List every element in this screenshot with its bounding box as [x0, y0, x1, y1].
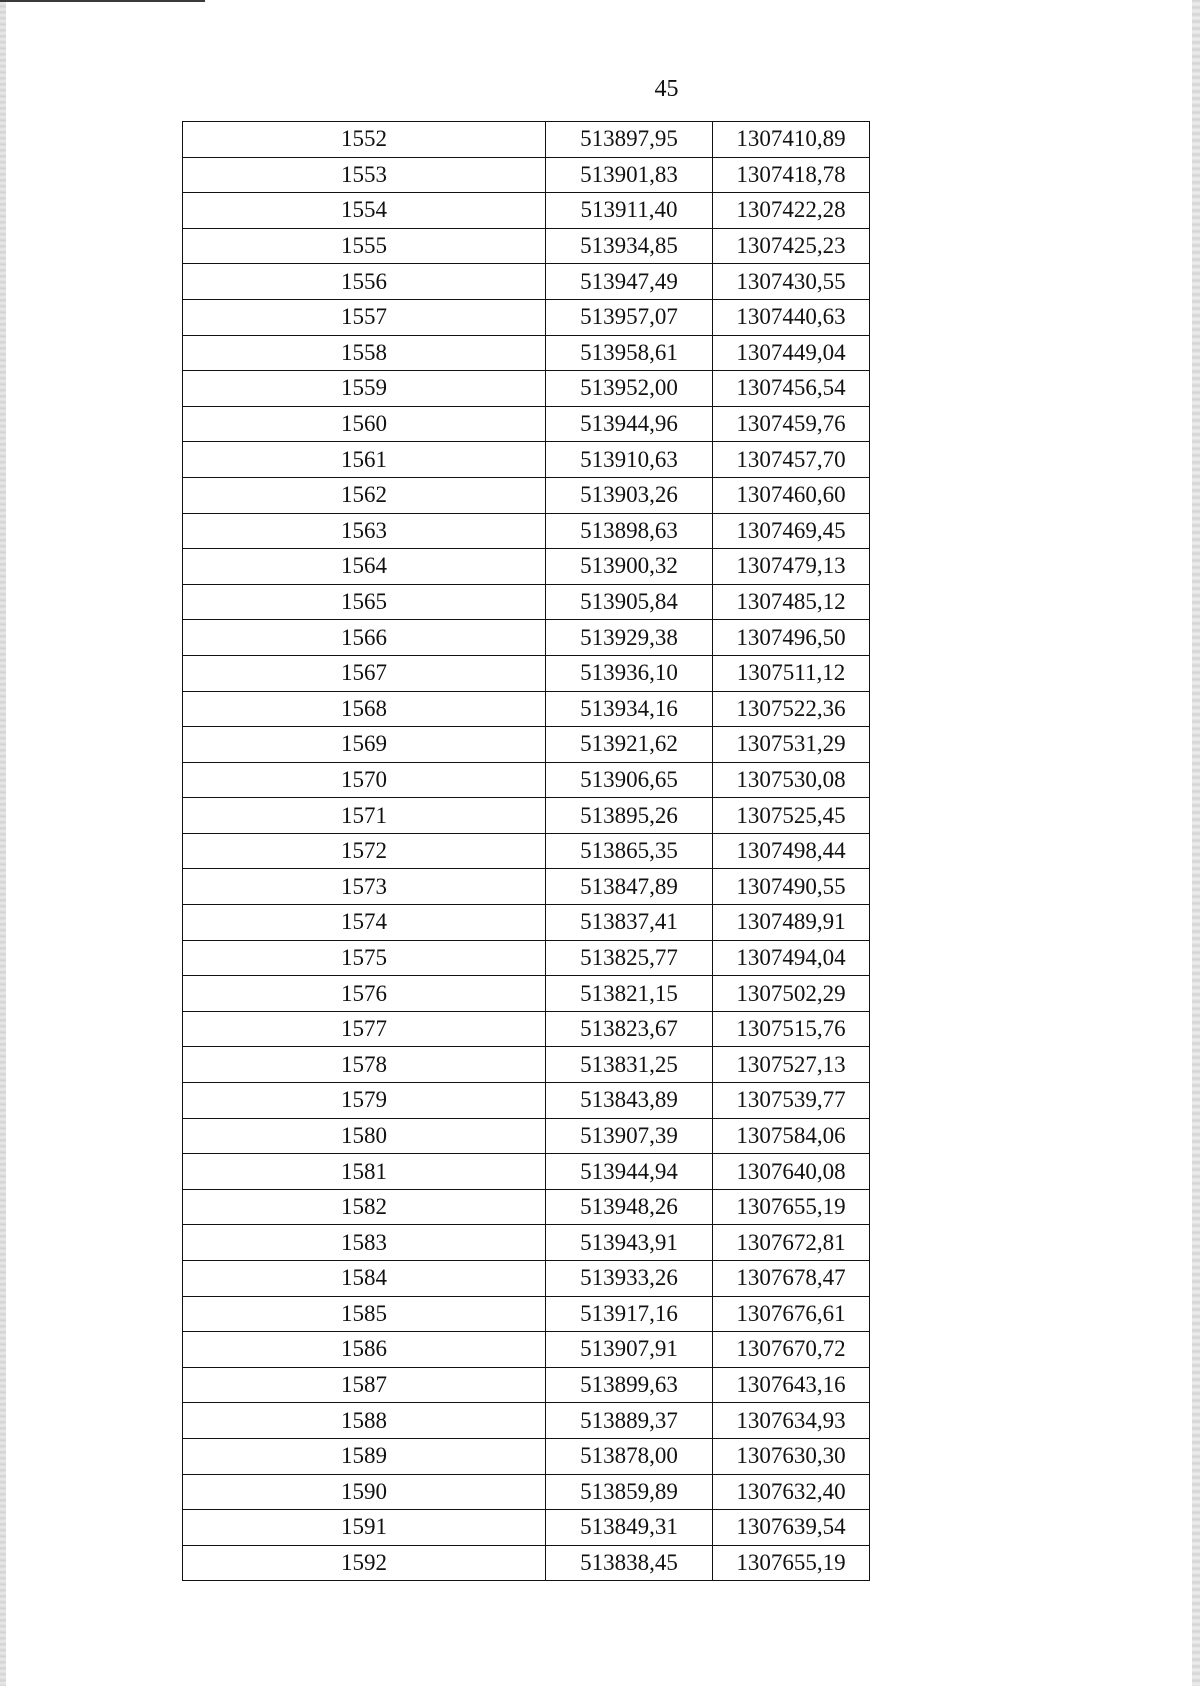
- point-number-cell: 1562: [183, 477, 546, 513]
- x-coordinate-cell: 513859,89: [546, 1474, 713, 1510]
- y-coordinate-cell: 1307515,76: [713, 1011, 870, 1047]
- y-coordinate-cell: 1307670,72: [713, 1332, 870, 1368]
- point-number-cell: 1575: [183, 940, 546, 976]
- x-coordinate-cell: 513910,63: [546, 442, 713, 478]
- table-row: [183, 549, 870, 585]
- point-number-cell: 1577: [183, 1011, 546, 1047]
- x-coordinate-cell: 513958,61: [546, 335, 713, 371]
- x-coordinate-cell: 513889,37: [546, 1403, 713, 1439]
- x-coordinate-cell: 513906,65: [546, 762, 713, 798]
- x-coordinate-cell: 513911,40: [546, 193, 713, 229]
- table-row: [183, 264, 870, 300]
- x-coordinate-cell: 513900,32: [546, 549, 713, 585]
- point-number-cell: 1584: [183, 1261, 546, 1297]
- table-row: [183, 584, 870, 620]
- point-number-cell: 1554: [183, 193, 546, 229]
- x-coordinate-cell: 513957,07: [546, 299, 713, 335]
- x-coordinate-cell: 513847,89: [546, 869, 713, 905]
- point-number-cell: 1561: [183, 442, 546, 478]
- x-coordinate-cell: 513821,15: [546, 976, 713, 1012]
- table-row: [183, 1438, 870, 1474]
- y-coordinate-cell: 1307640,08: [713, 1154, 870, 1190]
- table-row: [183, 691, 870, 727]
- x-coordinate-cell: 513903,26: [546, 477, 713, 513]
- x-coordinate-cell: 513921,62: [546, 727, 713, 763]
- point-number-cell: 1569: [183, 727, 546, 763]
- point-number-cell: 1565: [183, 584, 546, 620]
- y-coordinate-cell: 1307539,77: [713, 1083, 870, 1119]
- y-coordinate-cell: 1307630,30: [713, 1438, 870, 1474]
- table-row: [183, 762, 870, 798]
- point-number-cell: 1585: [183, 1296, 546, 1332]
- point-number-cell: 1571: [183, 798, 546, 834]
- point-number-cell: 1588: [183, 1403, 546, 1439]
- table-row: [183, 157, 870, 193]
- y-coordinate-cell: 1307502,29: [713, 976, 870, 1012]
- table-row: [183, 869, 870, 905]
- table-row: [183, 228, 870, 264]
- x-coordinate-cell: 513899,63: [546, 1367, 713, 1403]
- point-number-cell: 1563: [183, 513, 546, 549]
- x-coordinate-cell: 513901,83: [546, 157, 713, 193]
- table-row: [183, 1118, 870, 1154]
- table-row: [183, 1403, 870, 1439]
- table-row: [183, 1296, 870, 1332]
- point-number-cell: 1570: [183, 762, 546, 798]
- point-number-cell: 1581: [183, 1154, 546, 1190]
- y-coordinate-cell: 1307456,54: [713, 371, 870, 407]
- x-coordinate-cell: 513934,16: [546, 691, 713, 727]
- y-coordinate-cell: 1307643,16: [713, 1367, 870, 1403]
- x-coordinate-cell: 513865,35: [546, 833, 713, 869]
- x-coordinate-cell: 513936,10: [546, 655, 713, 691]
- table-row: [183, 976, 870, 1012]
- x-coordinate-cell: 513944,94: [546, 1154, 713, 1190]
- x-coordinate-cell: 513929,38: [546, 620, 713, 656]
- point-number-cell: 1564: [183, 549, 546, 585]
- x-coordinate-cell: 513838,45: [546, 1545, 713, 1581]
- point-number-cell: 1568: [183, 691, 546, 727]
- y-coordinate-cell: 1307422,28: [713, 193, 870, 229]
- point-number-cell: 1582: [183, 1189, 546, 1225]
- table-row: [183, 442, 870, 478]
- x-coordinate-cell: 513825,77: [546, 940, 713, 976]
- point-number-cell: 1567: [183, 655, 546, 691]
- point-number-cell: 1558: [183, 335, 546, 371]
- point-number-cell: 1574: [183, 905, 546, 941]
- x-coordinate-cell: 513895,26: [546, 798, 713, 834]
- table-row: [183, 1189, 870, 1225]
- x-coordinate-cell: 513943,91: [546, 1225, 713, 1261]
- y-coordinate-cell: 1307584,06: [713, 1118, 870, 1154]
- y-coordinate-cell: 1307632,40: [713, 1474, 870, 1510]
- x-coordinate-cell: 513843,89: [546, 1083, 713, 1119]
- table-row: [183, 1261, 870, 1297]
- point-number-cell: 1559: [183, 371, 546, 407]
- point-number-cell: 1556: [183, 264, 546, 300]
- y-coordinate-cell: 1307460,60: [713, 477, 870, 513]
- table-row: [183, 122, 870, 158]
- x-coordinate-cell: 513897,95: [546, 122, 713, 158]
- table-row: [183, 1332, 870, 1368]
- y-coordinate-cell: 1307634,93: [713, 1403, 870, 1439]
- table-row: [183, 655, 870, 691]
- y-coordinate-cell: 1307522,36: [713, 691, 870, 727]
- table-row: [183, 1154, 870, 1190]
- point-number-cell: 1591: [183, 1510, 546, 1546]
- scan-edge-left: [0, 0, 6, 1686]
- coordinates-table-body: [183, 122, 870, 1581]
- table-row: [183, 1545, 870, 1581]
- y-coordinate-cell: 1307639,54: [713, 1510, 870, 1546]
- y-coordinate-cell: 1307459,76: [713, 406, 870, 442]
- table-row: [183, 477, 870, 513]
- y-coordinate-cell: 1307449,04: [713, 335, 870, 371]
- header-rule: [0, 0, 205, 2]
- point-number-cell: 1578: [183, 1047, 546, 1083]
- table-row: [183, 193, 870, 229]
- y-coordinate-cell: 1307678,47: [713, 1261, 870, 1297]
- table-row: [183, 406, 870, 442]
- point-number-cell: 1580: [183, 1118, 546, 1154]
- y-coordinate-cell: 1307530,08: [713, 762, 870, 798]
- y-coordinate-cell: 1307469,45: [713, 513, 870, 549]
- x-coordinate-cell: 513934,85: [546, 228, 713, 264]
- table-row: [183, 620, 870, 656]
- table-row: [183, 1083, 870, 1119]
- page-number: 45: [654, 76, 679, 102]
- point-number-cell: 1557: [183, 299, 546, 335]
- point-number-cell: 1590: [183, 1474, 546, 1510]
- x-coordinate-cell: 513907,91: [546, 1332, 713, 1368]
- table-row: [183, 1011, 870, 1047]
- x-coordinate-cell: 513831,25: [546, 1047, 713, 1083]
- y-coordinate-cell: 1307511,12: [713, 655, 870, 691]
- x-coordinate-cell: 513878,00: [546, 1438, 713, 1474]
- table-row: [183, 833, 870, 869]
- y-coordinate-cell: 1307655,19: [713, 1545, 870, 1581]
- y-coordinate-cell: 1307498,44: [713, 833, 870, 869]
- y-coordinate-cell: 1307672,81: [713, 1225, 870, 1261]
- x-coordinate-cell: 513905,84: [546, 584, 713, 620]
- scan-edge-right: [1192, 0, 1200, 1686]
- point-number-cell: 1587: [183, 1367, 546, 1403]
- table-row: [183, 513, 870, 549]
- y-coordinate-cell: 1307490,55: [713, 869, 870, 905]
- table-row: [183, 798, 870, 834]
- y-coordinate-cell: 1307440,63: [713, 299, 870, 335]
- x-coordinate-cell: 513898,63: [546, 513, 713, 549]
- table-row: [183, 727, 870, 763]
- y-coordinate-cell: 1307430,55: [713, 264, 870, 300]
- point-number-cell: 1555: [183, 228, 546, 264]
- table-row: [183, 905, 870, 941]
- x-coordinate-cell: 513944,96: [546, 406, 713, 442]
- y-coordinate-cell: 1307410,89: [713, 122, 870, 158]
- table-row: [183, 299, 870, 335]
- y-coordinate-cell: 1307485,12: [713, 584, 870, 620]
- point-number-cell: 1589: [183, 1438, 546, 1474]
- point-number-cell: 1576: [183, 976, 546, 1012]
- y-coordinate-cell: 1307496,50: [713, 620, 870, 656]
- table-row: [183, 1225, 870, 1261]
- y-coordinate-cell: 1307489,91: [713, 905, 870, 941]
- y-coordinate-cell: 1307527,13: [713, 1047, 870, 1083]
- x-coordinate-cell: 513917,16: [546, 1296, 713, 1332]
- y-coordinate-cell: 1307531,29: [713, 727, 870, 763]
- table-row: [183, 940, 870, 976]
- x-coordinate-cell: 513837,41: [546, 905, 713, 941]
- y-coordinate-cell: 1307525,45: [713, 798, 870, 834]
- point-number-cell: 1572: [183, 833, 546, 869]
- x-coordinate-cell: 513933,26: [546, 1261, 713, 1297]
- table-row: [183, 371, 870, 407]
- x-coordinate-cell: 513948,26: [546, 1189, 713, 1225]
- table-row: [183, 1367, 870, 1403]
- y-coordinate-cell: 1307655,19: [713, 1189, 870, 1225]
- y-coordinate-cell: 1307425,23: [713, 228, 870, 264]
- x-coordinate-cell: 513907,39: [546, 1118, 713, 1154]
- x-coordinate-cell: 513849,31: [546, 1510, 713, 1546]
- y-coordinate-cell: 1307457,70: [713, 442, 870, 478]
- point-number-cell: 1573: [183, 869, 546, 905]
- point-number-cell: 1592: [183, 1545, 546, 1581]
- x-coordinate-cell: 513952,00: [546, 371, 713, 407]
- coordinates-table: [182, 121, 870, 1581]
- y-coordinate-cell: 1307418,78: [713, 157, 870, 193]
- x-coordinate-cell: 513823,67: [546, 1011, 713, 1047]
- table-row: [183, 1047, 870, 1083]
- table-row: [183, 1474, 870, 1510]
- point-number-cell: 1560: [183, 406, 546, 442]
- table-row: [183, 335, 870, 371]
- y-coordinate-cell: 1307494,04: [713, 940, 870, 976]
- table-row: [183, 1510, 870, 1546]
- point-number-cell: 1579: [183, 1083, 546, 1119]
- point-number-cell: 1566: [183, 620, 546, 656]
- point-number-cell: 1553: [183, 157, 546, 193]
- y-coordinate-cell: 1307479,13: [713, 549, 870, 585]
- x-coordinate-cell: 513947,49: [546, 264, 713, 300]
- y-coordinate-cell: 1307676,61: [713, 1296, 870, 1332]
- point-number-cell: 1552: [183, 122, 546, 158]
- point-number-cell: 1583: [183, 1225, 546, 1261]
- point-number-cell: 1586: [183, 1332, 546, 1368]
